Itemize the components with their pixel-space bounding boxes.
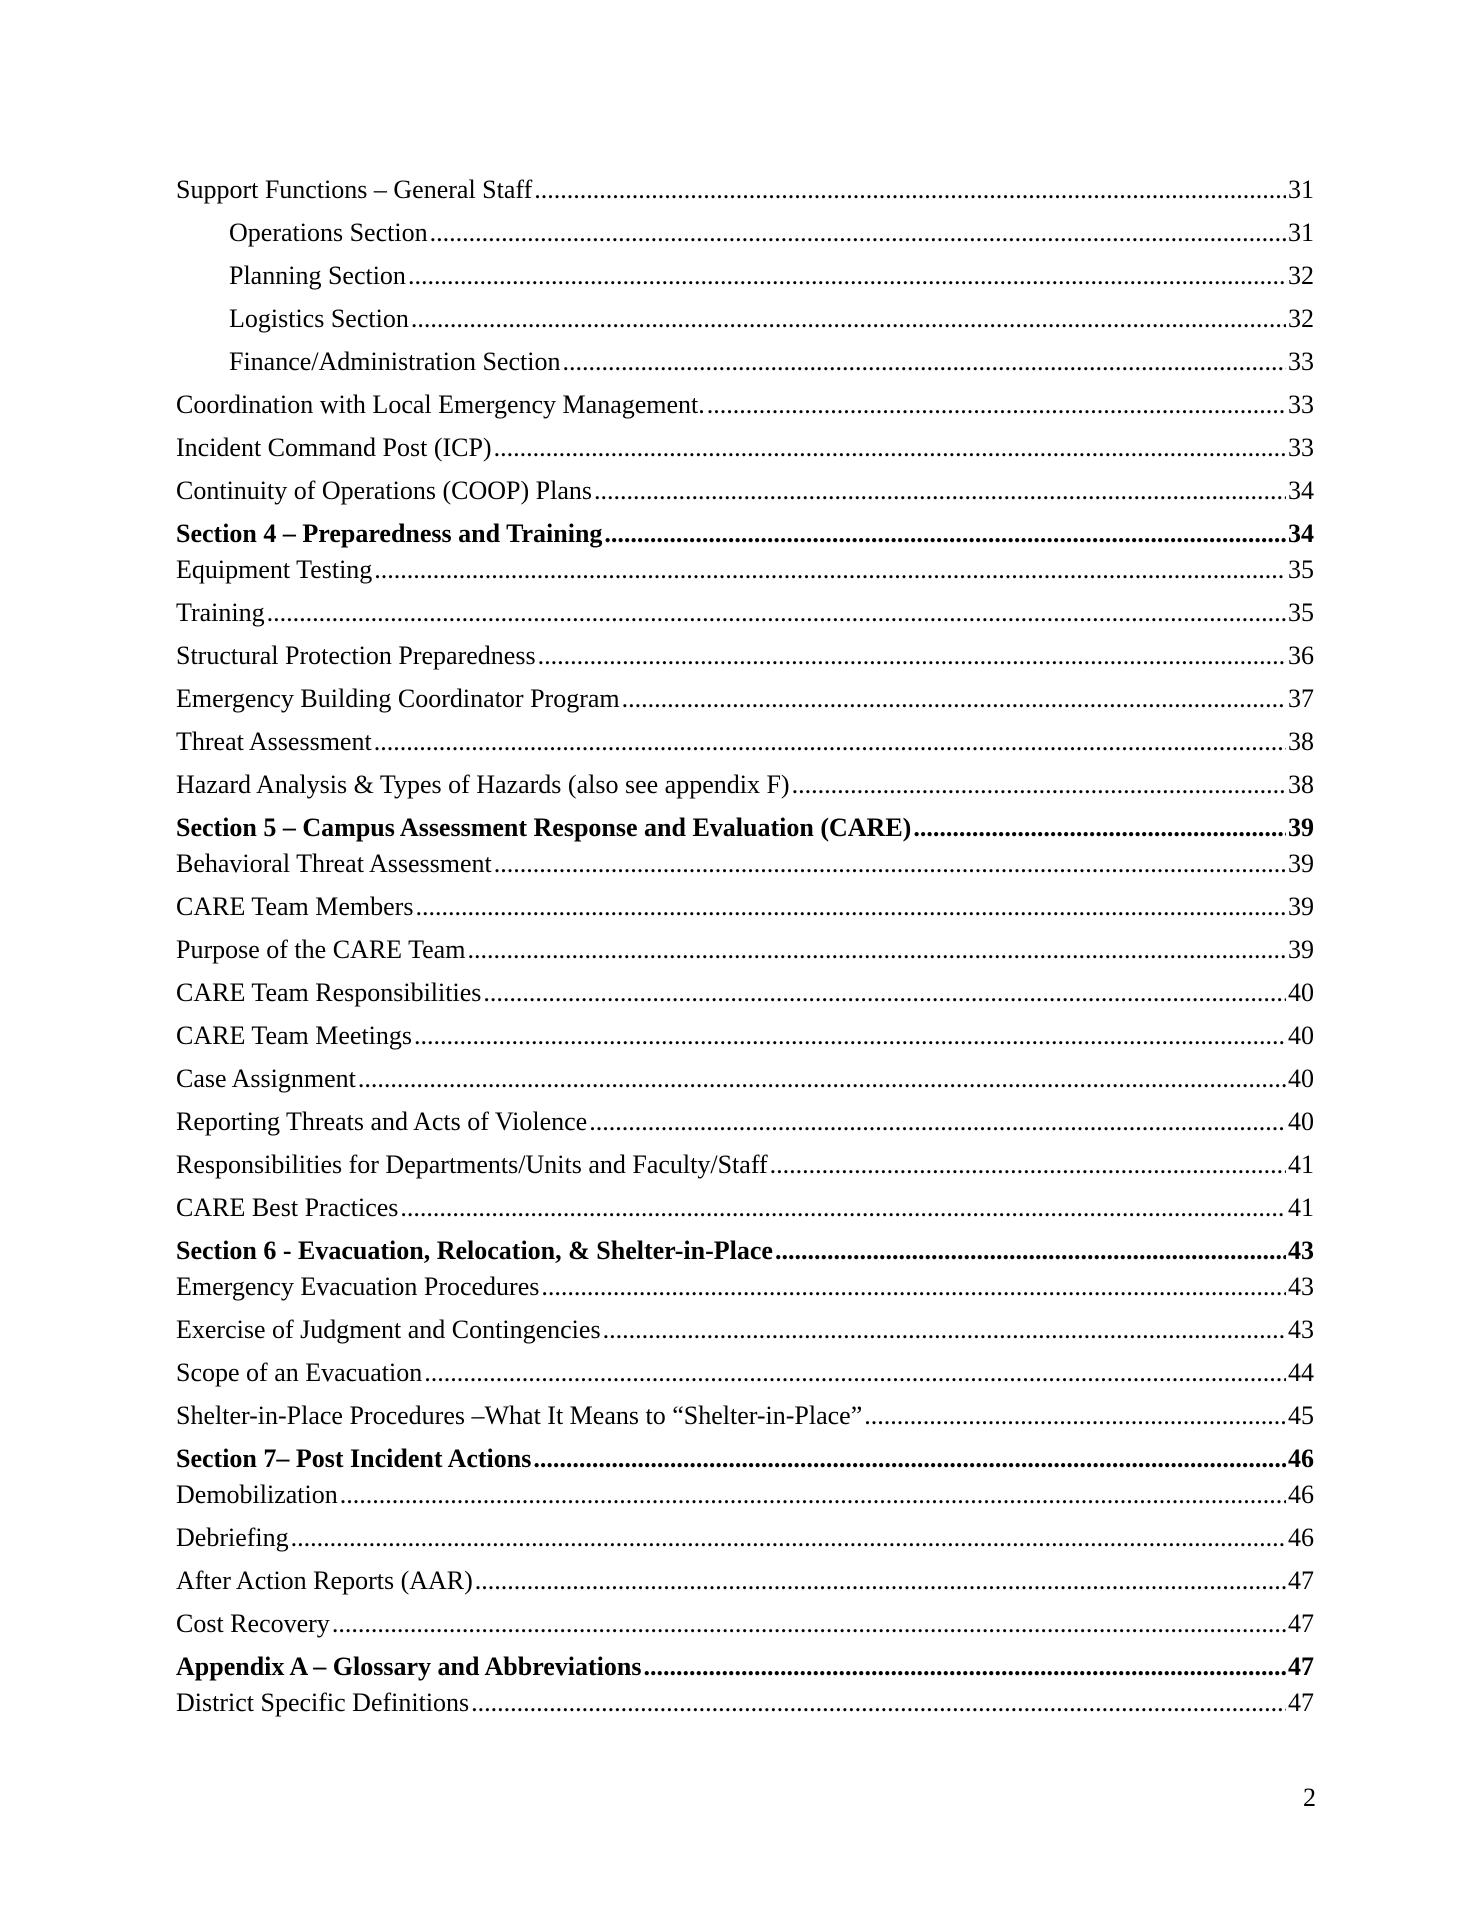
toc-entry-page: 32 — [1288, 304, 1314, 333]
toc-entry-title: Reporting Threats and Acts of Violence — [176, 1107, 588, 1136]
toc-entry[interactable] — [176, 977, 1314, 1009]
toc-entry-title: Coordination with Local Emergency Management. — [176, 390, 705, 419]
toc-entry[interactable] — [176, 346, 1314, 378]
dot-leader — [562, 346, 1286, 378]
toc-entry-title: Incident Command Post (ICP) — [176, 433, 492, 462]
toc-entry-page: 31 — [1288, 175, 1314, 204]
toc-entry-page: 46 — [1288, 1480, 1314, 1509]
toc-entry-title: Threat Assessment — [176, 727, 372, 756]
dot-leader — [603, 1314, 1286, 1346]
toc-entry-page: 40 — [1288, 978, 1314, 1007]
dot-leader — [538, 640, 1286, 672]
dot-leader — [414, 1020, 1286, 1052]
toc-entry[interactable] — [176, 475, 1314, 507]
toc-section-heading[interactable] — [176, 518, 1314, 550]
toc-entry-title: After Action Reports (AAR) — [176, 1566, 473, 1595]
dot-leader — [864, 1400, 1286, 1432]
toc-section-heading[interactable] — [176, 1443, 1314, 1475]
toc-entry[interactable] — [176, 432, 1314, 464]
toc-entry-page: 45 — [1288, 1401, 1314, 1430]
dot-leader — [770, 1149, 1286, 1181]
dot-leader — [332, 1608, 1286, 1640]
toc-entry[interactable] — [176, 1357, 1314, 1389]
toc-entry-title: CARE Team Members — [176, 892, 414, 921]
toc-section-heading[interactable] — [176, 1235, 1314, 1267]
toc-entry-page: 40 — [1288, 1064, 1314, 1093]
toc-entry[interactable] — [176, 1106, 1314, 1138]
dot-leader — [471, 1687, 1286, 1719]
toc-entry[interactable] — [176, 640, 1314, 672]
dot-leader — [644, 1651, 1287, 1683]
dot-leader — [358, 1063, 1286, 1095]
toc-entry-page: 33 — [1288, 390, 1314, 419]
toc-entry[interactable] — [176, 1687, 1314, 1719]
toc-entry-page: 35 — [1288, 598, 1314, 627]
toc-entry-page: 43 — [1288, 1272, 1314, 1301]
toc-entry-page: 41 — [1288, 1193, 1314, 1222]
toc-entry[interactable] — [176, 554, 1314, 586]
toc-entry[interactable] — [176, 303, 1314, 335]
dot-leader — [707, 389, 1286, 421]
toc-entry-page: 33 — [1288, 433, 1314, 462]
toc-entry-title: District Specific Definitions — [176, 1688, 470, 1717]
page-number: 2 — [1303, 1783, 1316, 1812]
dot-leader — [792, 769, 1286, 801]
toc-entry-title: Shelter-in-Place Procedures –What It Means to “Shelter-in-Place” — [176, 1401, 863, 1430]
dot-leader — [400, 1192, 1286, 1224]
toc-entry-title: Equipment Testing — [176, 555, 373, 584]
toc-entry-page: 40 — [1288, 1107, 1314, 1136]
toc-entry[interactable] — [176, 1479, 1314, 1511]
dot-leader — [913, 812, 1286, 844]
toc-entry[interactable] — [176, 934, 1314, 966]
toc-entry-page: 33 — [1288, 347, 1314, 376]
toc-entry-page: 39 — [1288, 892, 1314, 921]
toc-entry-title: Emergency Evacuation Procedures — [176, 1272, 540, 1301]
toc-entry-title: Training — [176, 598, 265, 627]
dot-leader — [533, 1443, 1286, 1475]
toc-entry[interactable] — [176, 1063, 1314, 1095]
toc-entry-page: 34 — [1288, 476, 1314, 505]
toc-entry-page: 39 — [1288, 935, 1314, 964]
table-of-contents — [176, 174, 1314, 1719]
dot-leader — [494, 432, 1286, 464]
toc-entry-title: Scope of an Evacuation — [176, 1358, 423, 1387]
dot-leader — [594, 475, 1286, 507]
toc-entry[interactable] — [176, 260, 1314, 292]
toc-entry[interactable] — [176, 891, 1314, 923]
toc-entry[interactable] — [176, 848, 1314, 880]
toc-entry-title: Operations Section — [229, 218, 428, 247]
toc-entry-title: Hazard Analysis & Types of Hazards (also see appendix F) — [176, 770, 790, 799]
toc-entry-title: Case Assignment — [176, 1064, 356, 1093]
toc-entry-title: Logistics Section — [229, 304, 409, 333]
toc-entry-title: Responsibilities for Departments/Units and Faculty/Staff — [176, 1150, 768, 1179]
toc-entry-title: Behavioral Threat Assessment — [176, 849, 492, 878]
toc-entry[interactable] — [176, 597, 1314, 629]
dot-leader — [415, 891, 1286, 923]
toc-entry[interactable] — [176, 217, 1314, 249]
toc-entry[interactable] — [176, 1565, 1314, 1597]
toc-entry-title: Section 6 - Evacuation, Relocation, & Shelter-in-Place — [176, 1236, 773, 1265]
toc-entry-page: 46 — [1288, 1523, 1314, 1552]
dot-leader — [430, 217, 1286, 249]
dot-leader — [340, 1479, 1286, 1511]
toc-entry-page: 37 — [1288, 684, 1314, 713]
dot-leader — [494, 848, 1286, 880]
toc-entry-title: Emergency Building Coordinator Program — [176, 684, 620, 713]
dot-leader — [408, 260, 1286, 292]
toc-entry-page: 39 — [1288, 813, 1314, 842]
toc-entry[interactable] — [176, 389, 1314, 421]
toc-entry-title: Section 5 – Campus Assessment Response and Evaluation (CARE) — [176, 813, 912, 842]
toc-entry-page: 47 — [1288, 1688, 1314, 1717]
dot-leader — [411, 303, 1286, 335]
toc-entry[interactable] — [176, 174, 1314, 206]
dot-leader — [475, 1565, 1286, 1597]
toc-entry[interactable] — [176, 769, 1314, 801]
toc-entry-title: Appendix A – Glossary and Abbreviations — [176, 1652, 642, 1681]
toc-entry-title: Structural Protection Preparedness — [176, 641, 536, 670]
toc-entry-page: 43 — [1288, 1236, 1314, 1265]
toc-entry-title: Cost Recovery — [176, 1609, 330, 1638]
toc-entry-page: 47 — [1288, 1652, 1314, 1681]
toc-entry-title: Finance/Administration Section — [229, 347, 561, 376]
toc-entry-title: Demobilization — [176, 1480, 338, 1509]
toc-entry-page: 41 — [1288, 1150, 1314, 1179]
toc-entry-page: 39 — [1288, 849, 1314, 878]
dot-leader — [374, 554, 1286, 586]
toc-entry-title: CARE Best Practices — [176, 1193, 399, 1222]
toc-entry-title: Section 7– Post Incident Actions — [176, 1444, 532, 1473]
toc-entry-title: Section 4 – Preparedness and Training — [176, 519, 603, 548]
dot-leader — [534, 174, 1286, 206]
toc-entry[interactable] — [176, 1020, 1314, 1052]
toc-entry-page: 38 — [1288, 770, 1314, 799]
toc-entry[interactable] — [176, 1400, 1314, 1432]
toc-entry[interactable] — [176, 683, 1314, 715]
toc-entry-page: 35 — [1288, 555, 1314, 584]
toc-entry-page: 44 — [1288, 1358, 1314, 1387]
dot-leader — [483, 977, 1286, 1009]
dot-leader — [424, 1357, 1286, 1389]
toc-entry-page: 34 — [1288, 519, 1314, 548]
toc-entry-page: 32 — [1288, 261, 1314, 290]
dot-leader — [467, 934, 1286, 966]
toc-entry[interactable] — [176, 1608, 1314, 1640]
toc-entry-title: Planning Section — [229, 261, 406, 290]
toc-entry-title: Exercise of Judgment and Contingencies — [176, 1315, 601, 1344]
toc-entry-page: 36 — [1288, 641, 1314, 670]
toc-entry[interactable] — [176, 1271, 1314, 1303]
toc-entry-title: Support Functions – General Staff — [176, 175, 533, 204]
toc-entry-title: Purpose of the CARE Team — [176, 935, 466, 964]
dot-leader — [541, 1271, 1286, 1303]
toc-entry-title: Debriefing — [176, 1523, 289, 1552]
toc-entry-title: CARE Team Meetings — [176, 1021, 413, 1050]
toc-entry-title: CARE Team Responsibilities — [176, 978, 482, 1007]
dot-leader — [775, 1235, 1286, 1267]
toc-entry-page: 43 — [1288, 1315, 1314, 1344]
toc-entry-page: 47 — [1288, 1609, 1314, 1638]
dot-leader — [604, 518, 1286, 550]
toc-entry-page: 31 — [1288, 218, 1314, 247]
dot-leader — [622, 683, 1286, 715]
toc-entry-title: Continuity of Operations (COOP) Plans — [176, 476, 592, 505]
toc-section-heading[interactable] — [176, 812, 1314, 844]
toc-entry[interactable] — [176, 1149, 1314, 1181]
toc-entry-page: 40 — [1288, 1021, 1314, 1050]
toc-entry-page: 38 — [1288, 727, 1314, 756]
toc-entry[interactable] — [176, 1522, 1314, 1554]
dot-leader — [267, 597, 1286, 629]
toc-entry[interactable] — [176, 726, 1314, 758]
toc-entry-page: 47 — [1288, 1566, 1314, 1595]
toc-entry[interactable] — [176, 1314, 1314, 1346]
toc-section-heading[interactable] — [176, 1651, 1314, 1683]
dot-leader — [374, 726, 1286, 758]
toc-entry-page: 46 — [1288, 1444, 1314, 1473]
dot-leader — [589, 1106, 1286, 1138]
toc-entry[interactable] — [176, 1192, 1314, 1224]
dot-leader — [291, 1522, 1286, 1554]
